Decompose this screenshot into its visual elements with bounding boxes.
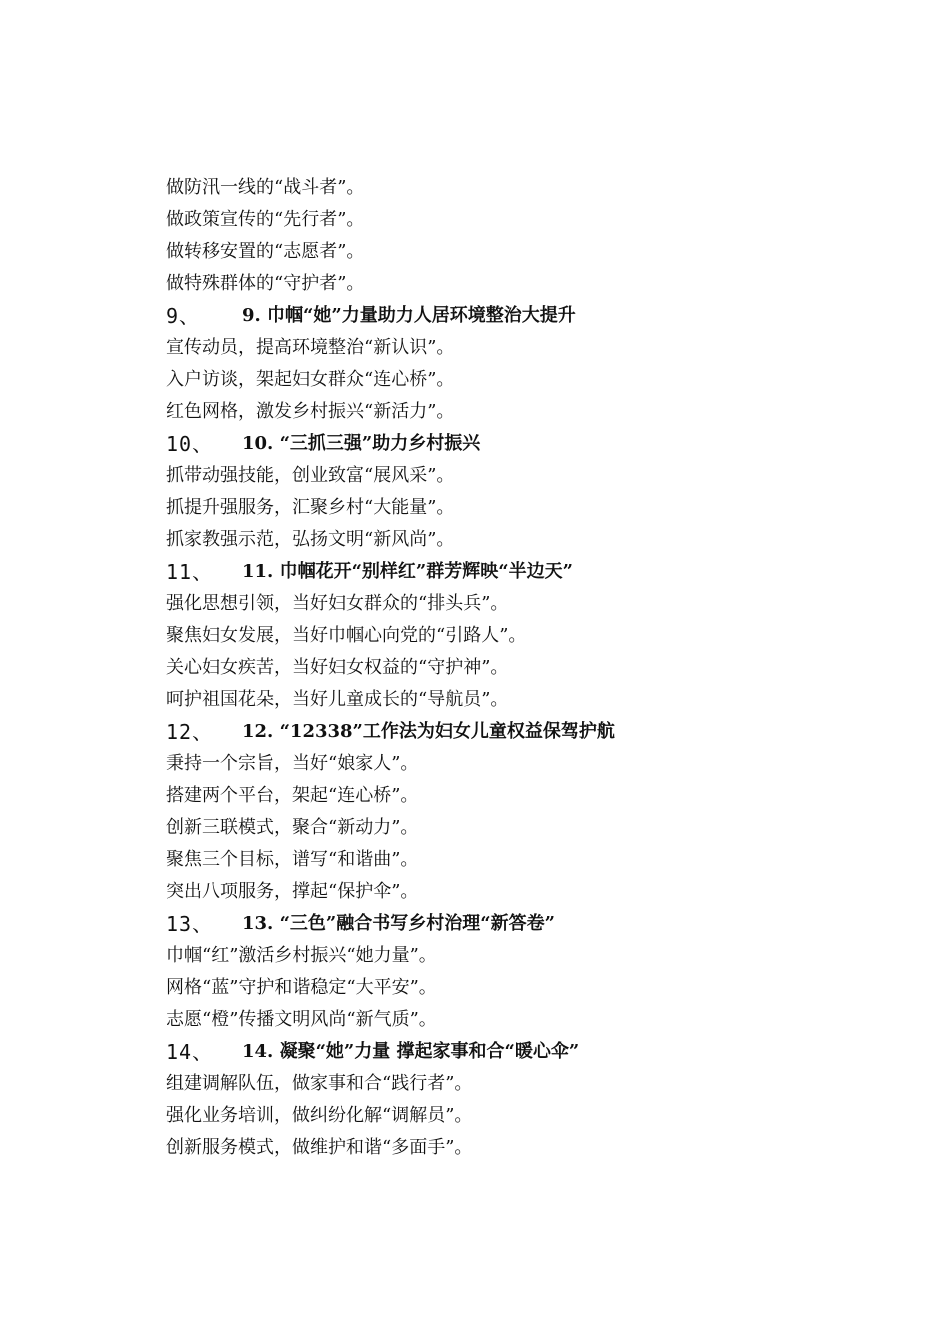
list-item: 宣传动员，提高环境整治“新认识”。 bbox=[166, 337, 455, 358]
section-number: 12、 bbox=[166, 720, 214, 744]
list-item: 突出八项服务，撑起“保护伞”。 bbox=[166, 881, 419, 902]
list-item: 抓带动强技能，创业致富“展风采”。 bbox=[166, 465, 455, 486]
section-title: 12. “12338”工作法为妇女儿童权益保驾护航 bbox=[242, 721, 615, 742]
list-item: 组建调解队伍，做家事和合“践行者”。 bbox=[166, 1073, 473, 1094]
section-heading bbox=[166, 556, 886, 588]
list-item: 做转移安置的“志愿者”。 bbox=[166, 241, 365, 262]
section-number: 10、 bbox=[166, 432, 214, 456]
list-item: 关心妇女疾苦，当好妇女权益的“守护神”。 bbox=[166, 657, 509, 678]
section-title: 13. “三色”融合书写乡村治理“新答卷” bbox=[242, 913, 555, 934]
list-item: 搭建两个平台，架起“连心桥”。 bbox=[166, 785, 419, 806]
section-number: 13、 bbox=[166, 912, 214, 936]
section-heading bbox=[166, 716, 886, 748]
list-item: 网格“蓝”守护和谐稳定“大平安”。 bbox=[166, 977, 437, 998]
list-item: 聚焦妇女发展，当好巾帼心向党的“引路人”。 bbox=[166, 625, 527, 646]
list-item: 巾帼“红”激活乡村振兴“她力量”。 bbox=[166, 945, 437, 966]
section-title: 10. “三抓三强”助力乡村振兴 bbox=[242, 433, 481, 454]
list-item: 创新服务模式，做维护和谐“多面手”。 bbox=[166, 1137, 473, 1158]
list-item: 做防汛一线的“战斗者”。 bbox=[166, 177, 365, 198]
list-item: 志愿“橙”传播文明风尚“新气质”。 bbox=[166, 1009, 437, 1030]
list-item: 做特殊群体的“守护者”。 bbox=[166, 273, 365, 294]
list-item: 创新三联模式，聚合“新动力”。 bbox=[166, 817, 419, 838]
section-title: 14. 凝聚“她”力量 撑起家事和合“暖心伞” bbox=[242, 1041, 580, 1062]
section-title: 11. 巾帼花开“别样红”群芳辉映“半边天” bbox=[242, 561, 573, 582]
list-item: 入户访谈，架起妇女群众“连心桥”。 bbox=[166, 369, 455, 390]
list-item: 强化思想引领，当好妇女群众的“排头兵”。 bbox=[166, 593, 509, 614]
section-number: 14、 bbox=[166, 1040, 214, 1064]
section-heading bbox=[166, 300, 886, 332]
section-heading bbox=[166, 428, 886, 460]
list-item: 抓家教强示范，弘扬文明“新风尚”。 bbox=[166, 529, 455, 550]
section-title: 9. 巾帼“她”力量助力人居环境整治大提升 bbox=[242, 305, 576, 326]
list-item: 秉持一个宗旨，当好“娘家人”。 bbox=[166, 753, 419, 774]
list-item: 红色网格，激发乡村振兴“新活力”。 bbox=[166, 401, 455, 422]
section-heading bbox=[166, 1036, 886, 1068]
list-item: 呵护祖国花朵，当好儿童成长的“导航员”。 bbox=[166, 689, 509, 710]
section-number: 9、 bbox=[166, 304, 201, 328]
list-item: 抓提升强服务，汇聚乡村“大能量”。 bbox=[166, 497, 455, 518]
section-number: 11、 bbox=[166, 560, 214, 584]
list-item: 做政策宣传的“先行者”。 bbox=[166, 209, 365, 230]
list-item: 聚焦三个目标，谱写“和谐曲”。 bbox=[166, 849, 419, 870]
document-body bbox=[166, 172, 886, 1164]
section-heading bbox=[166, 908, 886, 940]
list-item: 强化业务培训，做纠纷化解“调解员”。 bbox=[166, 1105, 473, 1126]
